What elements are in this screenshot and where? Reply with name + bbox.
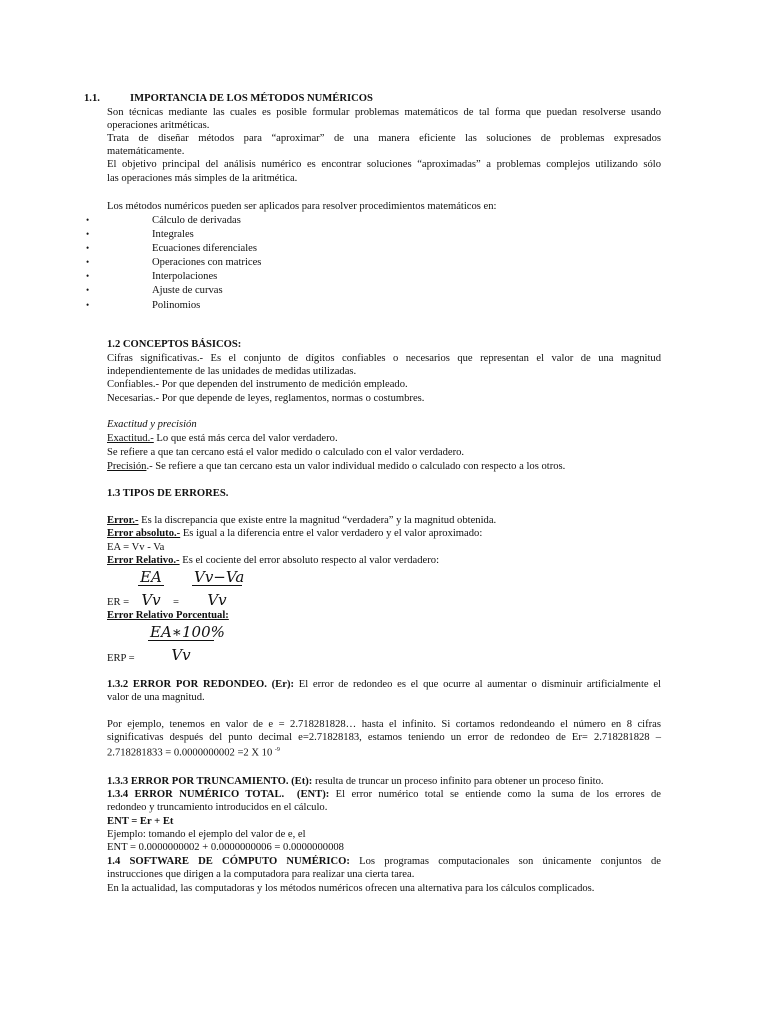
paragraph-line: redondeo y truncamiento introducidos en el cálculo. <box>107 802 328 813</box>
paragraph-line: ENT = 0.0000000002 + 0.0000000006 = 0.0000000008 <box>107 842 344 853</box>
fraction-ea-100-vv <box>148 623 225 664</box>
bullet-marker: • <box>86 271 90 281</box>
paragraph-line: Ejemplo: tomando el ejemplo del valor de e, el <box>107 829 306 840</box>
abbreviation: (ENT): <box>296 789 330 800</box>
fraction-ea-vv <box>138 569 164 608</box>
definition-error-relativo <box>107 554 439 567</box>
fraction-denominator: Vv <box>207 591 227 609</box>
paragraph-error-numerico-total <box>107 788 661 801</box>
fraction-vv-minus-va <box>192 568 245 609</box>
term: Error absoluto.- <box>107 528 181 539</box>
section-title-1-4: 1.4 SOFTWARE DE CÓMPUTO NUMÉRICO: <box>107 856 350 867</box>
term: Error Relativo.- <box>107 555 180 566</box>
definition-text: Es igual a la diferencia entre el valor verdadero y el valor aproximado: <box>180 528 483 539</box>
term: Precisión <box>107 461 147 472</box>
heading-error-relativo-porcentual: Error Relativo Porcentual: <box>107 610 229 621</box>
list-item: Ecuaciones diferenciales <box>152 243 257 254</box>
paragraph-line: Necesarias.- Por que depende de leyes, reglamentos, normas o costumbres. <box>107 393 425 404</box>
paragraph-line: Se refiere a que tan cercano está el valor medido o calculado con el valor verdadero. <box>107 447 465 458</box>
bullet-marker: • <box>86 257 90 267</box>
abbreviation: (Et): <box>291 776 313 787</box>
section-title-1-3: 1.3 TIPOS DE ERRORES. <box>107 488 229 499</box>
list-item: Interpolaciones <box>152 271 218 282</box>
abbreviation: (Er): <box>271 679 295 690</box>
fraction-numerator: EA <box>138 569 164 586</box>
section-number: 1.1. <box>84 93 100 104</box>
bullet-marker: • <box>86 215 90 225</box>
er-label: ER = <box>107 597 130 608</box>
paragraph-error-truncamiento <box>107 775 604 788</box>
definition-text: Los programas computacionales son únicamente conjuntos de <box>349 856 661 867</box>
paragraph-line: Confiables.- Por que dependen del instrumento de medición empleado. <box>107 379 408 390</box>
definition-error <box>107 514 496 527</box>
paragraph-line: Por ejemplo, tenemos en valor de e = 2.718281828… hasta el infinito. Si cortamos redondeando el número en 8 cifras <box>107 719 661 730</box>
formula-ent: ENT = Er + Et <box>107 816 174 827</box>
paragraph-error-redondeo <box>107 678 661 691</box>
section-title-1-2: 1.2 CONCEPTOS BÁSICOS: <box>107 339 242 350</box>
paragraph-line: las operaciones más simples de la aritmética. <box>107 173 298 184</box>
definition-text: El error numérico total se entiende como la suma de los errores de <box>329 789 661 800</box>
paragraph-line: Trata de diseñar métodos para “aproximar” de una manera eficiente las soluciones de problemas expresados <box>107 133 661 144</box>
fraction-numerator: Vv−Va <box>194 568 245 586</box>
paragraph-line: valor de una magnitud. <box>107 692 205 703</box>
paragraph-line: operaciones aritméticas. <box>107 120 210 131</box>
list-item: Operaciones con matrices <box>152 257 262 268</box>
formula-ea: EA = Vv - Va <box>107 542 165 553</box>
paragraph-line: matemáticamente. <box>107 146 185 157</box>
definition-error-absoluto <box>107 527 482 540</box>
example-text: 2.718281833 = 0.0000000002 =2 X 10 <box>107 747 273 759</box>
bullet-marker: • <box>86 229 90 239</box>
paragraph-line: En la actualidad, las computadoras y los métodos numéricos ofrecen una alternativa para los cálculos complicados. <box>107 883 595 894</box>
equals-sign: = <box>173 597 179 608</box>
paragraph-line: Son técnicas mediante las cuales es posible formular problemas matemáticos de tal forma que puedan resolverse usando <box>107 107 661 118</box>
fraction-numerator: EA∗100% <box>150 623 225 641</box>
bullet-marker: • <box>86 300 90 310</box>
definition-text: El error de redondeo es el que ocurre al aumentar o disminuir artificialmente el <box>294 679 661 690</box>
paragraph-line: Cifras significativas.- Es el conjunto de dígitos confiables o necesarios que representan el valor de una magnitud <box>107 353 661 364</box>
fraction-denominator: Vv <box>171 646 191 664</box>
definition-text: Es el cociente del error absoluto respecto al valor verdadero: <box>179 555 440 566</box>
paragraph-software <box>107 855 661 868</box>
term: Exactitud.- <box>107 433 154 444</box>
fraction-denominator: Vv <box>141 591 161 609</box>
list-item: Cálculo de derivadas <box>152 215 241 226</box>
paragraph-line: independientemente de las unidades de medidas utilizadas. <box>107 366 357 377</box>
list-item: Polinomios <box>152 300 201 311</box>
term: Error.- <box>107 515 139 526</box>
bullet-marker: • <box>86 243 90 253</box>
list-item: Integrales <box>152 229 194 240</box>
section-title-1-3-4: 1.3.4 ERROR NUMÉRICO TOTAL. <box>107 789 285 800</box>
definition-text: resulta de truncar un proceso infinito para obtener un proceso finito. <box>312 776 604 787</box>
paragraph-line: El objetivo principal del análisis numérico es encontrar soluciones “aproximadas” a problemas complejos utilizando sólo <box>107 159 661 170</box>
definition-exactitud <box>107 432 338 445</box>
definition-text: Es la discrepancia que existe entre la magnitud “verdadera” y la magnitud obtenida. <box>138 515 497 526</box>
section-title-1-3-3: 1.3.3 ERROR POR TRUNCAMIENTO. <box>107 776 289 787</box>
definition-text: .- Se refiere a que tan cercano esta un valor individual medido o calculado con respecto a los otros. <box>146 461 566 472</box>
paragraph-line <box>107 744 280 760</box>
section-title-1-1: IMPORTANCIA DE LOS MÉTODOS NUMÉRICOS <box>130 93 373 104</box>
paragraph-line: instrucciones que dirigen a la computadora para realizar una cierta tarea. <box>107 869 415 880</box>
paragraph-line: significativas después del punto decimal e=2.71828183, estamos teniendo un error de redondeo de Er= 2.718281828 – <box>107 732 661 743</box>
list-item: Ajuste de curvas <box>152 285 223 296</box>
list-intro: Los métodos numéricos pueden ser aplicados para resolver procedimientos matemáticos en: <box>107 201 497 212</box>
erp-label: ERP = <box>107 653 135 664</box>
section-title-1-3-2: 1.3.2 ERROR POR REDONDEO. <box>107 679 267 690</box>
subheading: Exactitud y precisión <box>107 419 197 430</box>
bullet-marker: • <box>86 285 90 295</box>
definition-text: Lo que está más cerca del valor verdadero. <box>153 433 338 444</box>
exponent: -9 <box>274 747 280 753</box>
definition-precision <box>107 460 565 473</box>
